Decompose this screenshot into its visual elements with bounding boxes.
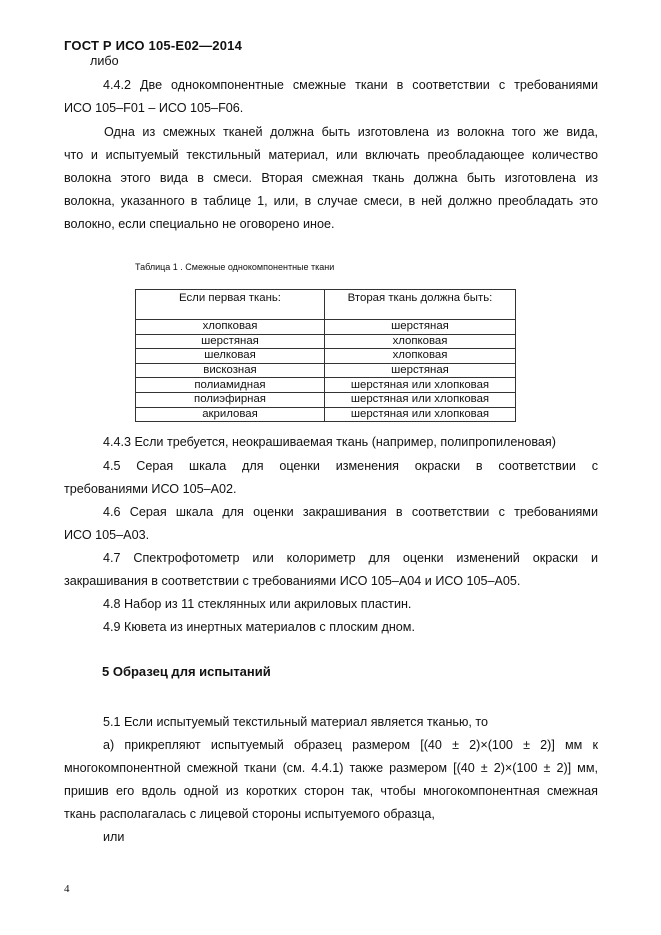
paragraph-5-1: 5.1 Если испытуемый текстильный материал является тканью, то [103,715,489,729]
table-header-cell: Если первая ткань: [136,290,325,320]
text-line: волокно, если специально не оговорено иное. [64,217,335,231]
text-line: ИСО 105–F01 – ИСО 105–F06. [64,101,244,115]
table-cell: полиамидная [136,378,325,393]
closing-word: или [103,830,125,844]
table-cell: хлопковая [325,334,516,349]
table-cell: шерстяная или хлопковая [325,407,516,422]
table-row [136,334,516,349]
paragraph-4-6 [64,501,598,547]
table-cell: шерстяная или хлопковая [325,392,516,407]
text-line: многокомпонентной смежной ткани (см. 4.4.1) также размером [(40 ± 2)×(100 ± 2)] мм, [64,761,598,775]
paragraph-4-5 [64,455,598,501]
table-row [136,378,516,393]
table-cell: шерстяная [325,320,516,335]
table-cell: шелковая [136,349,325,364]
intro-word: либо [90,54,119,68]
table-cell: полиэфирная [136,392,325,407]
table-header-row [136,290,516,320]
adjacent-fabrics-table [135,289,516,422]
table-caption: Таблица 1 . Смежные однокомпонентные ткани [135,262,335,272]
section-heading: 5 Образец для испытаний [102,664,271,679]
paragraph-4-4-3: 4.4.3 Если требуется, неокрашиваемая ткань (например, полипропиленовая) [103,435,556,449]
table-row [136,320,516,335]
document-header: ГОСТ Р ИСО 105-Е02—2014 [64,38,243,53]
text-line: 4.5 Серая шкала для оценки изменения окраски в соответствии с [103,459,598,473]
text-line: 4.6 Серая шкала для оценки закрашивания в соответствии с требованиями [103,505,598,519]
table-cell: хлопковая [136,320,325,335]
table-row [136,392,516,407]
text-line: закрашивания в соответствии с требованиями ИСО 105–А04 и ИСО 105–А05. [64,574,521,588]
page-number: 4 [64,883,70,895]
paragraph-4-7 [64,547,598,593]
text-line: что и испытуемый текстильный материал, или включать преобладающее количество [64,148,598,162]
table-cell: хлопковая [325,349,516,364]
table-cell: шерстяная [136,334,325,349]
paragraph-4-4-2 [64,74,598,120]
text-line: ткань располагалась с лицевой стороны испытуемого образца, [64,807,435,821]
table-cell: шерстяная или хлопковая [325,378,516,393]
table-row [136,407,516,422]
text-line: а) прикрепляют испытуемый образец размером [(40 ± 2)×(100 ± 2)] мм к [103,738,598,752]
table-cell: шерстяная [325,363,516,378]
paragraph-4-9: 4.9 Кювета из инертных материалов с плоским дном. [103,620,415,634]
table-cell: акриловая [136,407,325,422]
text-line: 4.7 Спектрофотометр или колориметр для оценки изменений окраски и [103,551,598,565]
table-cell: вискозная [136,363,325,378]
table-row [136,349,516,364]
paragraph-4-8: 4.8 Набор из 11 стеклянных или акриловых пластин. [103,597,412,611]
table-header-cell: Вторая ткань должна быть: [325,290,516,320]
text-line: требованиями ИСО 105–А02. [64,482,237,496]
text-line: ИСО 105–А03. [64,528,150,542]
text-line: пришив его вдоль одной из коротких сторон так, чтобы многокомпонентная смежная [64,784,598,798]
paragraph-adjacent-fabric [64,121,598,236]
text-line: Одна из смежных тканей должна быть изготовлена из волокна того же вида, [104,125,598,139]
paragraph-5-1-a [64,734,598,826]
text-line: волокна, указанного в таблице 1, или, в случае смеси, в ней должно преобладать это [64,194,598,208]
table-row [136,363,516,378]
text-line: 4.4.2 Две однокомпонентные смежные ткани в соответствии с требованиями [103,78,598,92]
text-line: волокна этого вида в смеси. Вторая смежная ткань должна быть изготовлена из [64,171,598,185]
